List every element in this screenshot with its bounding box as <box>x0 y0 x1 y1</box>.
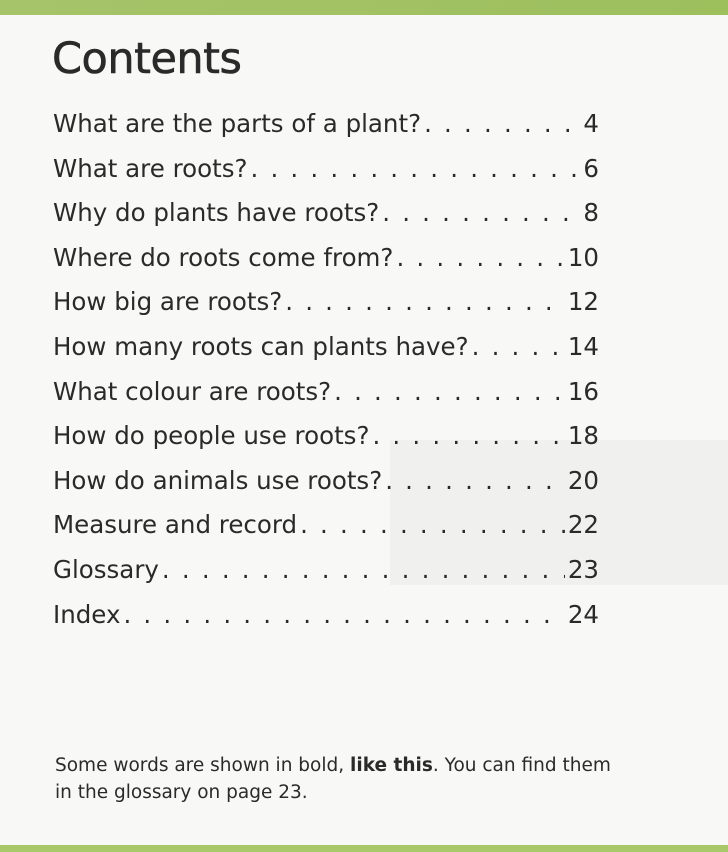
toc-page-number: 14 <box>567 331 599 361</box>
toc-entry-measure-and-record[interactable] <box>53 503 599 548</box>
table-of-contents <box>53 102 599 637</box>
toc-dot-leader <box>379 191 580 236</box>
toc-page-number: 18 <box>567 421 599 451</box>
toc-entry-title: Measure and record <box>53 510 298 540</box>
toc-page-number: 6 <box>583 153 599 183</box>
toc-entry-title: How do people use roots? <box>53 421 370 451</box>
toc-entry-title: What are the parts of a plant? <box>53 109 422 138</box>
toc-entry-how-people-use-roots[interactable] <box>53 414 599 459</box>
toc-entry-what-are-roots[interactable] <box>53 147 599 192</box>
toc-entry-how-big-are-roots[interactable] <box>53 280 599 325</box>
toc-dot-leader <box>382 459 565 504</box>
toc-entry-how-many-roots[interactable] <box>53 325 599 370</box>
toc-dot-leader <box>297 503 565 548</box>
toc-page-number: 4 <box>583 109 599 138</box>
toc-entry-how-animals-use-roots[interactable] <box>53 459 599 504</box>
toc-entry-why-plants-have-roots[interactable] <box>53 191 599 236</box>
toc-dot-leader <box>282 280 565 325</box>
toc-page-number: 20 <box>567 465 599 495</box>
bold-words-note <box>55 752 615 806</box>
top-color-band <box>0 0 728 15</box>
note-text-end: . You can find them in the glossary on page 23. <box>55 755 611 803</box>
toc-entry-title: How do animals use roots? <box>53 465 383 495</box>
toc-dot-leader <box>469 325 565 370</box>
note-bold-example: like this <box>350 755 433 776</box>
toc-dot-leader <box>120 593 564 638</box>
toc-page-number: 12 <box>567 287 599 317</box>
page-title: Contents <box>52 34 242 84</box>
toc-entry-title: Glossary <box>53 554 159 584</box>
toc-page-number: 23 <box>567 554 599 584</box>
toc-entry-parts-of-a-plant[interactable] <box>53 102 599 147</box>
toc-page-number: 16 <box>567 376 599 406</box>
toc-entry-where-roots-come-from[interactable] <box>53 236 599 281</box>
toc-entry-title: Where do roots come from? <box>53 242 394 272</box>
toc-entry-title: Why do plants have roots? <box>53 198 380 228</box>
toc-page-number: 10 <box>567 242 599 272</box>
toc-page-number: 8 <box>583 198 599 228</box>
toc-entry-title: Index <box>53 599 121 629</box>
toc-entry-title: How many roots can plants have? <box>53 331 469 361</box>
note-text-start: Some words are shown in bold, <box>55 755 351 776</box>
toc-entry-title: How big are roots? <box>53 287 283 317</box>
toc-dot-leader <box>369 414 564 459</box>
toc-dot-leader <box>159 548 565 593</box>
toc-entry-what-colour-are-roots[interactable] <box>53 370 599 415</box>
toc-entry-title: What are roots? <box>53 153 248 183</box>
toc-entry-title: What colour are roots? <box>53 376 332 406</box>
toc-entry-index[interactable] <box>53 593 599 638</box>
toc-entry-glossary[interactable] <box>53 548 599 593</box>
bottom-color-band <box>0 845 728 852</box>
toc-dot-leader <box>393 236 564 281</box>
toc-dot-leader <box>421 102 580 147</box>
toc-page-number: 22 <box>567 510 599 540</box>
toc-dot-leader <box>331 370 565 415</box>
toc-dot-leader <box>247 147 580 192</box>
toc-page-number: 24 <box>567 599 599 629</box>
